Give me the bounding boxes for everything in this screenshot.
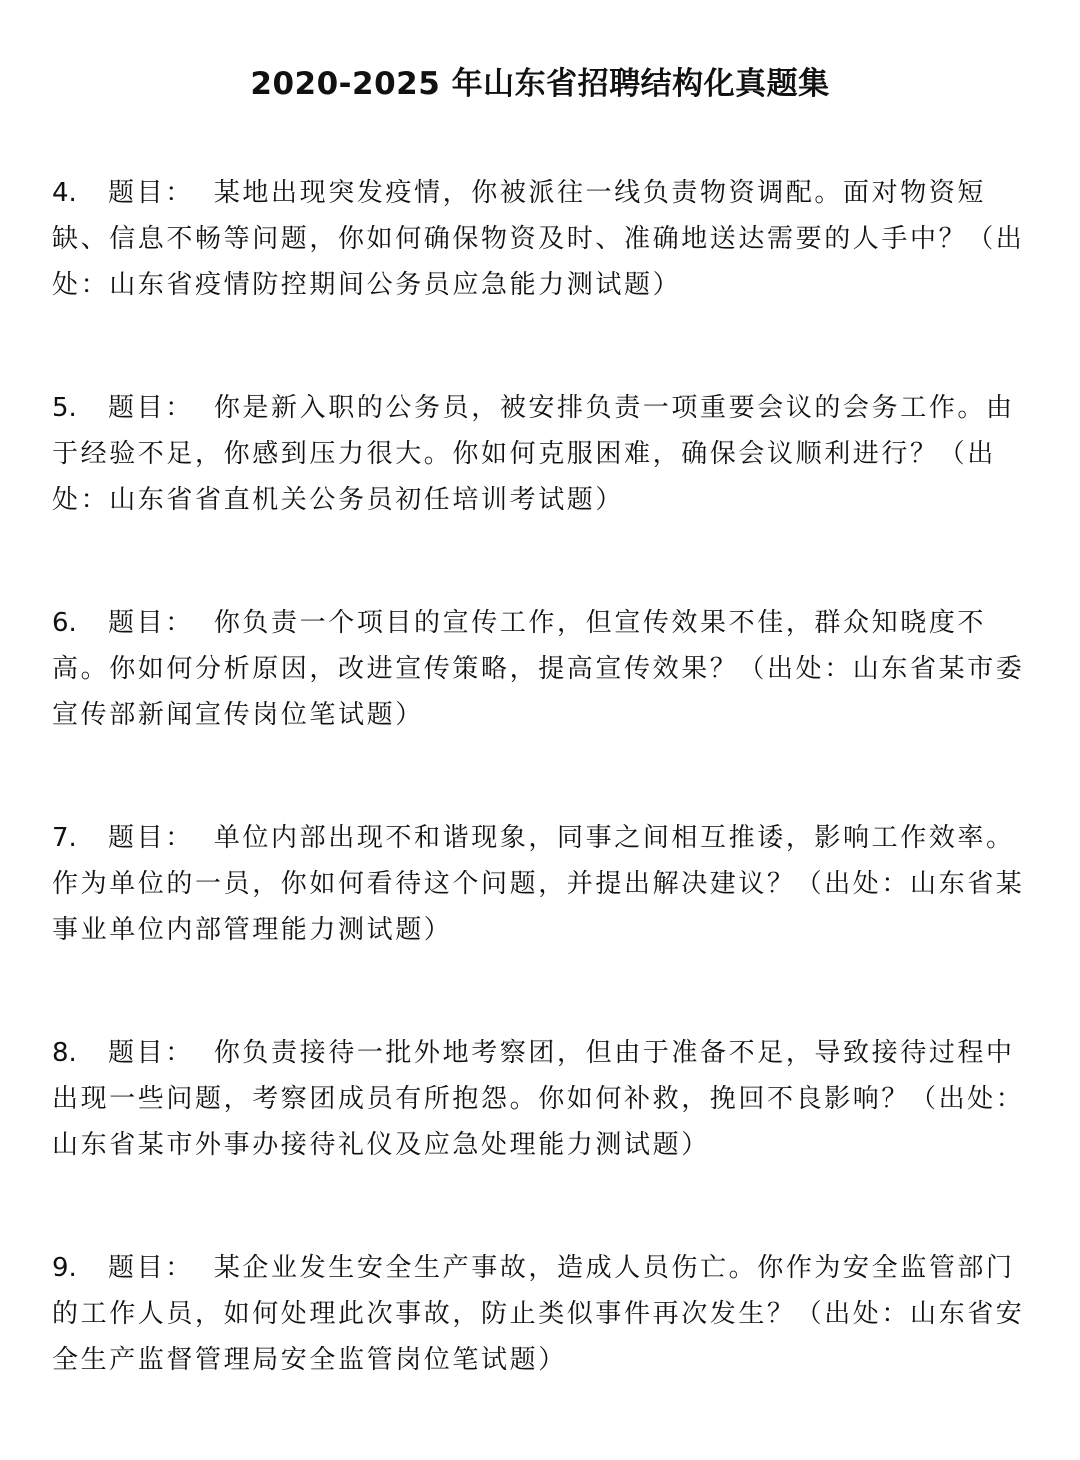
question-text: 你是新入职的公务员，被安排负责一项重要会议的会务工作。由于经验不足，你感到压力很大。你如何克服困难，确保会议顺利进行？（出处：山东省省直机关公务员初任培训考试题） <box>52 393 1015 515</box>
question-number: 8. <box>52 1038 77 1068</box>
question-item <box>52 385 1028 523</box>
question-label: 题目： <box>108 393 194 423</box>
question-item <box>52 1030 1028 1168</box>
question-item <box>52 815 1028 953</box>
question-text: 某企业发生安全生产事故，造成人员伤亡。你作为安全监管部门的工作人员，如何处理此次事故，防止类似事件再次发生？（出处：山东省安全生产监督管理局安全监管岗位笔试题） <box>52 1253 1025 1375</box>
question-text: 你负责一个项目的宣传工作，但宣传效果不佳，群众知晓度不高。你如何分析原因，改进宣传策略，提高宣传效果？（出处：山东省某市委宣传部新闻宣传岗位笔试题） <box>52 608 1025 730</box>
question-item <box>52 1245 1028 1383</box>
question-text: 某地出现突发疫情，你被派往一线负责物资调配。面对物资短缺、信息不畅等问题，你如何确保物资及时、准确地送达需要的人手中？（出处：山东省疫情防控期间公务员应急能力测试题） <box>52 178 1025 300</box>
question-list <box>52 170 1028 1460</box>
question-label: 题目： <box>108 1038 194 1068</box>
question-label: 题目： <box>108 178 194 208</box>
question-label: 题目： <box>108 1253 194 1283</box>
question-number: 4. <box>52 178 77 208</box>
question-number: 6. <box>52 608 77 638</box>
question-number: 9. <box>52 1253 77 1283</box>
document-title: 2020-2025 年山东省招聘结构化真题集 <box>250 66 830 102</box>
question-text: 单位内部出现不和谐现象，同事之间相互推诿，影响工作效率。作为单位的一员，你如何看待这个问题，并提出解决建议？（出处：山东省某事业单位内部管理能力测试题） <box>52 823 1025 945</box>
question-item <box>52 170 1028 308</box>
question-label: 题目： <box>108 823 194 853</box>
question-number: 7. <box>52 823 77 853</box>
question-item <box>52 600 1028 738</box>
question-text: 你负责接待一批外地考察团，但由于准备不足，导致接待过程中出现一些问题，考察团成员有所抱怨。你如何补救，挽回不良影响？（出处：山东省某市外事办接待礼仪及应急处理能力测试题） <box>52 1038 1025 1160</box>
question-label: 题目： <box>108 608 194 638</box>
question-number: 5. <box>52 393 77 423</box>
